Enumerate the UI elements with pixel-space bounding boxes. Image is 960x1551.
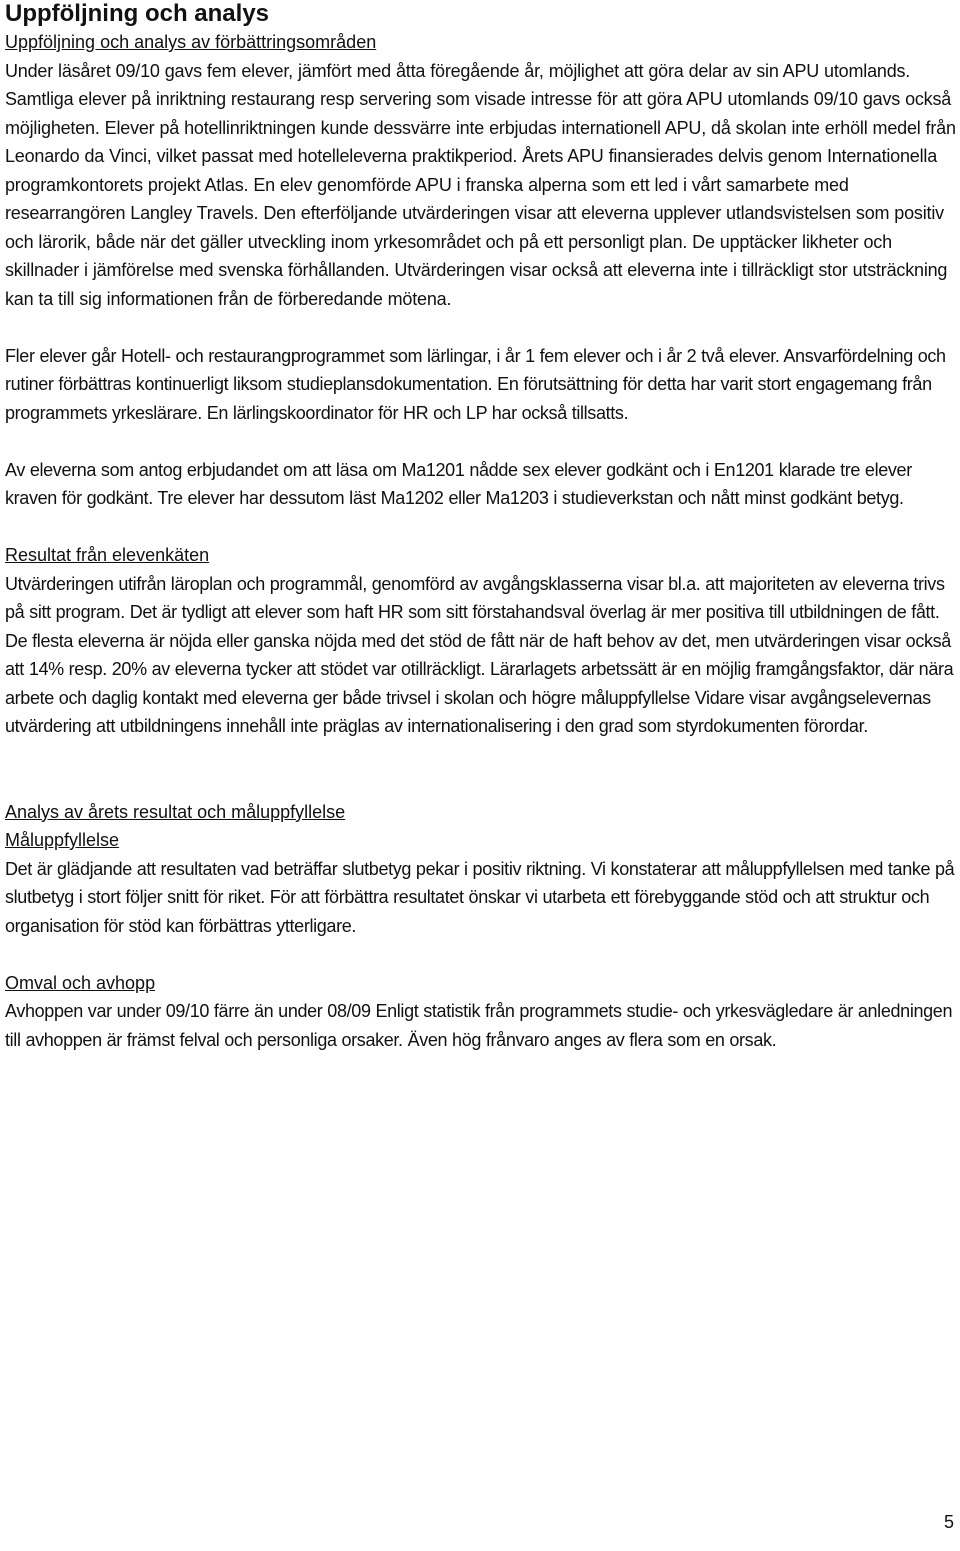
paragraph-apu-abroad: Under läsåret 09/10 gavs fem elever, jämfört med åtta föregående år, möjlighet att göra delar av sin APU utomlands. Samtliga elever på inriktning restaurang resp servering som visade intresse för att göra APU utomlands 09/10 gavs också möjligheten. Elever på hotellinriktningen kunde dessvärre inte erbjudas internationell APU, då skolan inte erhöll medel från Leonardo da Vinci, vilket passat med hotelleleverna praktikperiod. Årets APU finansierades delvis genom Internationella programkontorets projekt Atlas. En elev genomförde APU i franska alperna som ett led i vårt samarbete med researrangören Langley Travels. Den efterföljande utvärderingen visar att eleverna upplever utlandsvistelsen som positiv och lärorik, både när det gäller utveckling inom yrkesområdet och på ett personligt plan. De upptäcker likheter och skillnader i jämförelse med svenska förhållanden. Utvärderingen visar också att eleverna inte i tillräckligt stor utsträckning kan ta till sig informationen från de förberedande mötena.: [5, 60, 956, 309]
document-page: [5, 0, 957, 1054]
section-heading-student-survey: Resultat från elevenkäten: [5, 545, 210, 565]
section-heading-improvement-areas: Uppföljning och analys av förbättringsområden: [5, 32, 377, 52]
paragraph-survey-results: Utvärderingen utifrån läroplan och programmål, genomförd av avgångsklasserna visar bl.a. att majoriteten av eleverna trivs på sitt program. Det är tydligt att elever som haft HR som sitt förstahandsval överlag är mer positiva till utbildningen de fått. De flesta eleverna är nöjda eller ganska nöjda med det stöd de fått när de haft behov av det, men utvärderingen visar också att 14% resp. 20% av eleverna tycker att stödet var otillräckligt. Lärarlagets arbetssätt är en möjlig framgångsfaktor, där nära arbete och daglig kontakt med eleverna ger både trivsel i skolan och högre måluppfyllelse Vidare visar avgångselevernas utvärdering att utbildningens innehåll inte präglas av internationalisering i den grad som styrdokumenten förordar.: [5, 573, 954, 736]
spacer: [5, 427, 957, 456]
section-heading-analysis: Analys av årets resultat och måluppfyllelse: [5, 801, 346, 822]
page-title: Uppföljning och analys: [5, 0, 270, 27]
page-number: 5: [943, 1512, 954, 1532]
paragraph-math-english: Av eleverna som antog erbjudandet om att läsa om Ma1201 nådde sex elever godkänt och i En1201 klarade tre elever kraven för godkänt. Tre elever har dessutom läst Ma1202 eller Ma1203 i studieverkstan och nått minst godkänt betyg.: [5, 459, 912, 508]
section-subheading-goal-fulfilment: Måluppfyllelse: [5, 830, 120, 850]
paragraph-dropouts: Avhoppen var under 09/10 färre än under 08/09 Enligt statistik från programmets studie- och yrkesvägledare är anledningen till avhoppen är främst felval och personliga orsaker. Även hög frånvaro anges av flera som en orsak.: [5, 1001, 953, 1050]
paragraph-apprentices: Fler elever går Hotell- och restaurangprogrammet som lärlingar, i år 1 fem elever och i år 2 två elever. Ansvarfördelning och rutiner förbättras kontinuerligt liksom studieplansdokumentation. En förutsättning för detta har varit stort engagemang från programmets yrkeslärare. En lärlingskoordinator för HR och LP har också tillsatts.: [5, 345, 946, 423]
spacer: [5, 313, 957, 342]
spacer: [5, 741, 957, 798]
section-heading-dropouts: Omval och avhopp: [5, 972, 156, 993]
spacer: [5, 513, 957, 542]
spacer: [5, 940, 957, 969]
paragraph-goal-fulfilment: Det är glädjande att resultaten vad beträffar slutbetyg pekar i positiv riktning. Vi konstaterar att måluppfyllelsen med tanke på slutbetyg i stort följer snitt för riket. För att förbättra resultatet önskar vi utarbeta ett förebyggande stöd och att struktur och organisation för stöd kan förbättras ytterligare.: [5, 858, 955, 936]
